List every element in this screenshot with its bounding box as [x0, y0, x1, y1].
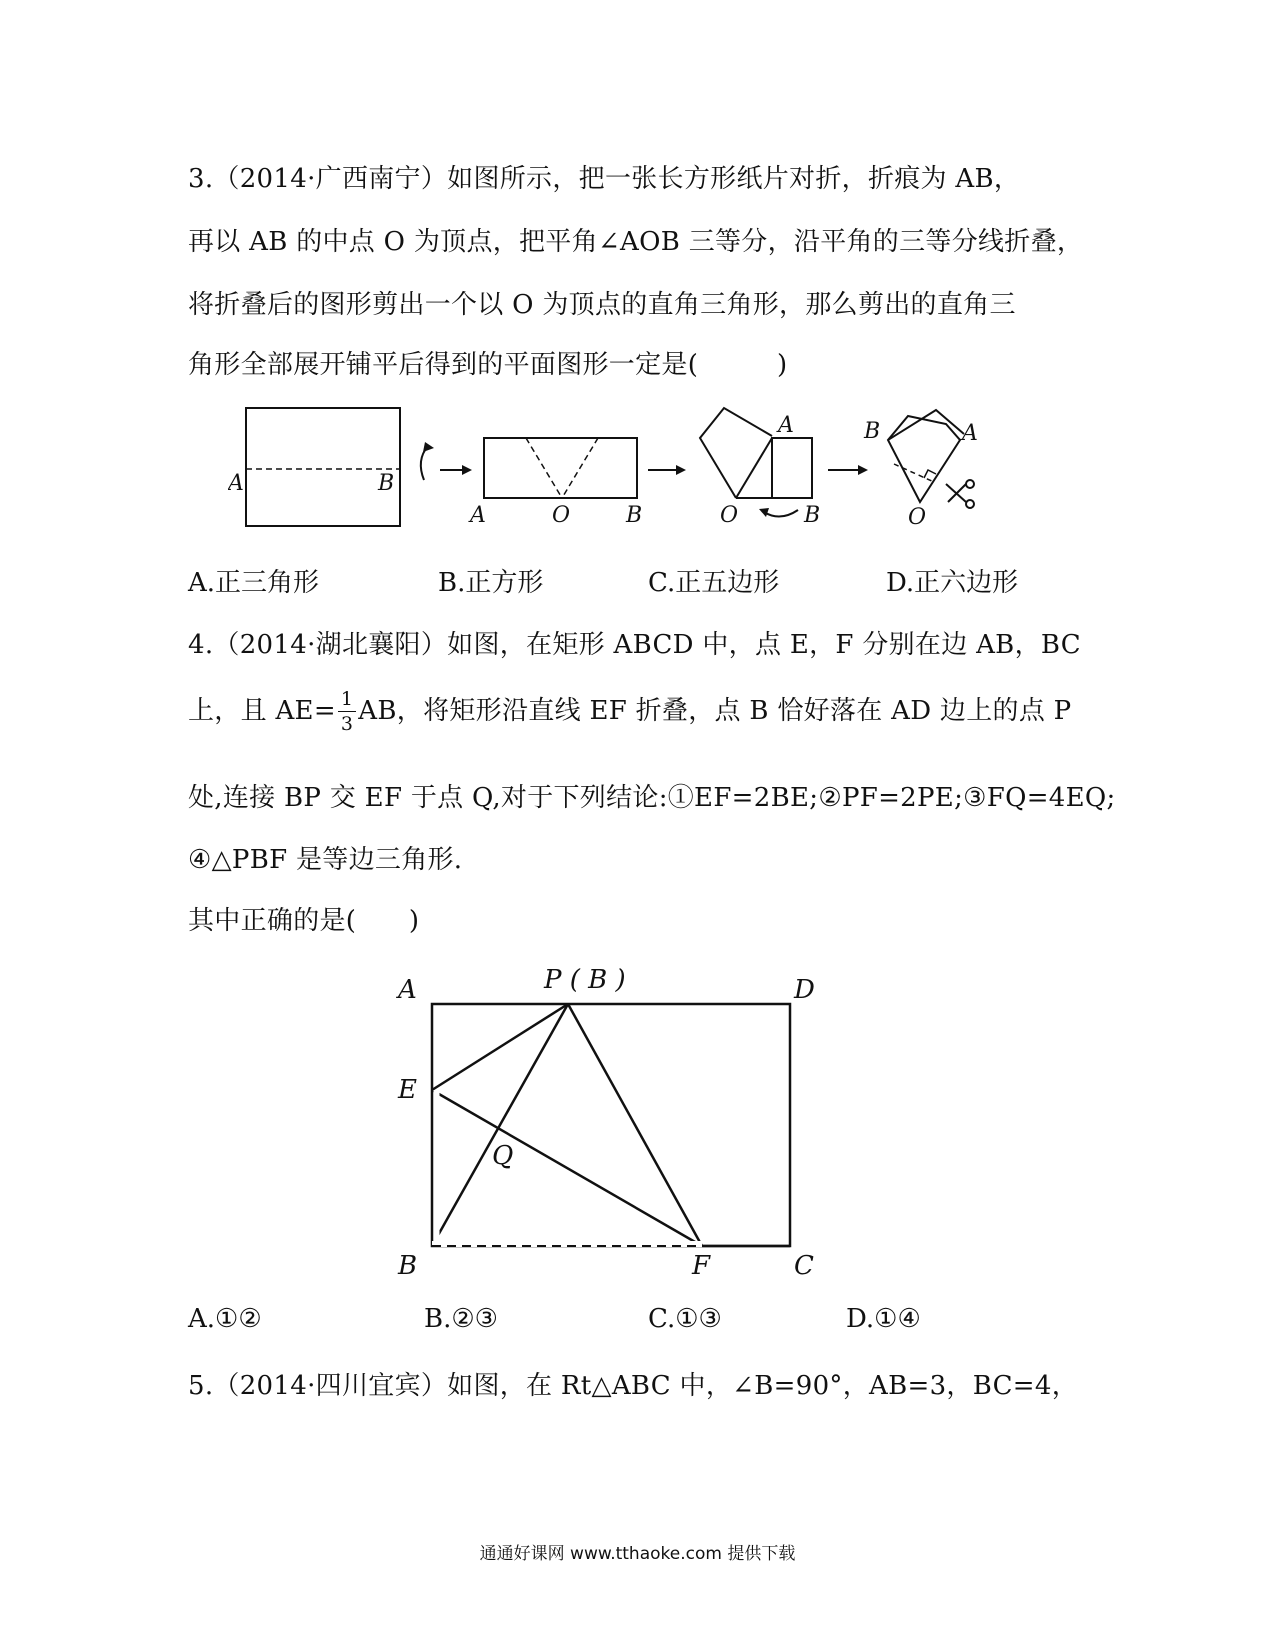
q4-rectangle-abcd: [432, 1004, 790, 1246]
q3-label-b2: B: [626, 503, 643, 528]
q4-line-5: 其中正确的是( ): [188, 906, 420, 936]
q3-step2-folded: [468, 438, 642, 528]
q3-option-d: D.正六边形: [886, 568, 1019, 598]
q4-line-2: [188, 690, 1071, 734]
q4-frac-num: 1: [338, 690, 356, 712]
q4-label-c: C: [794, 1251, 814, 1281]
q3-arrow-2: [648, 465, 686, 475]
q3-label-b4: B: [864, 419, 881, 444]
q3-label-a4: A: [962, 421, 978, 446]
q3-folding-figure: [228, 398, 1018, 538]
q4-fraction: [338, 690, 356, 734]
q4-option-b: B.②③: [424, 1304, 498, 1334]
q3-label-a2: A: [470, 503, 486, 528]
q4-frac-den: 3: [340, 713, 354, 735]
q3-line-2: 再以 AB 的中点 O 为顶点，把平角∠AOB 三等分，沿平角的三等分线折叠，: [188, 227, 1084, 257]
q4-rectangle-figure: [396, 960, 836, 1290]
q3-arrow-3: [828, 465, 868, 475]
q3-step4-folded: [863, 410, 978, 530]
q3-label-a1: A: [228, 471, 244, 496]
q4-label-a: A: [398, 975, 417, 1005]
q3-label-b1: B: [378, 471, 395, 496]
q4-label-q: Q: [492, 1141, 514, 1171]
q3-option-c: C.正五边形: [648, 568, 780, 598]
q3-label-o2: O: [552, 503, 571, 528]
q5-line-1: 5.（2014·四川宜宾）如图，在 Rt△ABC 中，∠B=90°，AB=3，BC=4，: [188, 1371, 1079, 1401]
q3-line-1: 3.（2014·广西南宁）如图所示，把一张长方形纸片对折，折痕为 AB，: [188, 164, 1021, 194]
q4-label-f: F: [692, 1251, 711, 1281]
q3-line-3: 将折叠后的图形剪出一个以 O 为顶点的直角三角形，那么剪出的直角三: [188, 290, 1016, 320]
q3-line-4: 角形全部展开铺平后得到的平面图形一定是( ): [188, 350, 788, 380]
q3-option-a: A.正三角形: [188, 568, 320, 598]
q4-option-a: A.①②: [188, 1304, 262, 1334]
q3-option-b: B.正方形: [438, 568, 544, 598]
q3-label-o4: O: [908, 505, 927, 530]
q4-line-1: 4.（2014·湖北襄阳）如图，在矩形 ABCD 中，点 E，F 分别在边 AB，BC: [188, 630, 1081, 660]
q4-line-2-pre: 上，且 AE=: [188, 696, 336, 726]
q3-label-b3: B: [804, 503, 821, 528]
q4-option-c: C.①③: [648, 1304, 722, 1334]
q4-line-2-post: AB，将矩形沿直线 EF 折叠，点 B 恰好落在 AD 边上的点 P: [358, 696, 1072, 726]
q3-label-a3: A: [778, 413, 794, 438]
q4-line-4: ④△PBF 是等边三角形.: [188, 845, 463, 875]
q4-label-pb: P ( B ): [544, 965, 626, 995]
page-footer: 通通好课网 www.tthaoke.com 提供下载: [479, 1544, 796, 1564]
q4-label-d: D: [794, 975, 815, 1005]
q4-line-3: 处,连接 BP 交 EF 于点 Q,对于下列结论:①EF=2BE;②PF=2PE;③FQ=4EQ;: [188, 783, 1116, 813]
q3-label-o3: O: [720, 503, 739, 528]
q3-arrow-1: [440, 465, 472, 475]
q3-step3-folded: [700, 408, 820, 528]
q4-label-e: E: [398, 1075, 417, 1105]
q4-label-b: B: [398, 1251, 418, 1281]
q4-option-d: D.①④: [846, 1304, 921, 1334]
q3-step1-rectangle: [228, 408, 400, 526]
q3-fold-up-arrow: [421, 442, 434, 480]
scissors-icon: [946, 480, 974, 508]
